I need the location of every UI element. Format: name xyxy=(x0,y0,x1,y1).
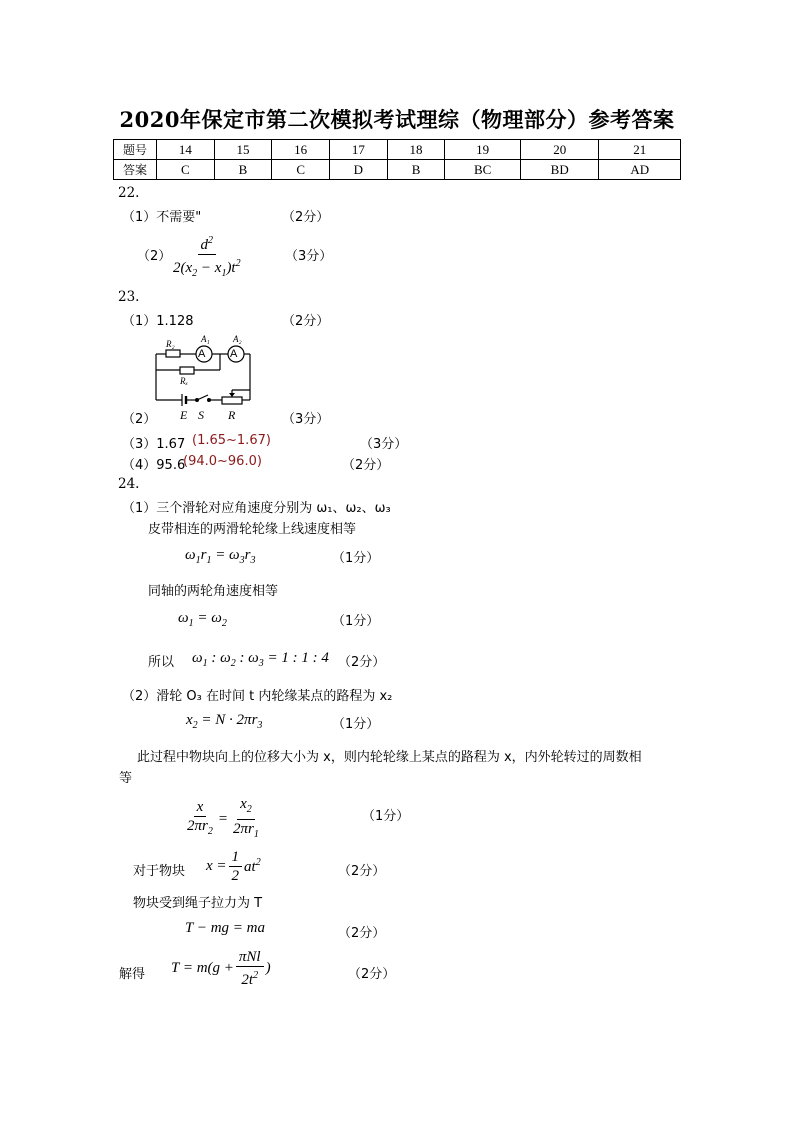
q24-eq8: T = m(g + $\frac{\text{πNl}}{2t^2}$ ) xyxy=(171,949,271,988)
q24-eq1: $\omega_1r_1 = \omega_3r_3$ xyxy=(185,547,256,566)
q24-coax-text: 同轴的两轮角速度相等 xyxy=(148,584,279,599)
table-cell: 21 xyxy=(599,140,681,160)
q22-part1-score: （2分） xyxy=(282,210,330,225)
ammeter-a1-symbol: A xyxy=(198,348,206,360)
q24-eq2: $\omega_1 = \omega_2$ xyxy=(178,610,227,629)
table-cell: 16 xyxy=(272,140,330,160)
label-e: E xyxy=(180,408,188,422)
q23-part3: （3）1.67 xyxy=(122,437,186,452)
q24-tension-text: 物块受到绳子拉力为 T xyxy=(133,896,263,911)
q24-eq8-score: （2分） xyxy=(348,967,396,982)
label-a2: A₂ xyxy=(233,334,242,344)
q22-part2-score: （3分） xyxy=(285,249,333,264)
q22-formula: $\frac{d^2}{2(x_2 - x_1)t^2}$ xyxy=(170,232,244,283)
table-row xyxy=(114,160,681,180)
q23-part1-score: （2分） xyxy=(282,314,330,329)
circuit-diagram xyxy=(150,330,260,422)
q24-block-text: 对于物块 xyxy=(133,864,186,879)
table-cell: 19 xyxy=(445,140,521,160)
q23-part2-label: （2） xyxy=(122,412,157,427)
label-s: S xyxy=(198,408,204,422)
table-cell: B xyxy=(387,160,445,180)
q22-part2-label: （2） xyxy=(137,249,172,264)
q23-part4-score: （2分） xyxy=(342,458,390,473)
q24-eq2-score: （1分） xyxy=(332,614,380,629)
q24-eq5: $\frac{x}{2\pi r_2}$ = $\frac{x_2}{2\pi r_1}$ xyxy=(187,796,259,840)
q24-eq4: $x_2 = N \cdot 2\pi r_3$ xyxy=(186,712,263,731)
q24-so-text: 所以 xyxy=(148,655,175,670)
label-r2: R₂ xyxy=(166,339,175,349)
table-cell: 20 xyxy=(520,140,599,160)
table-cell: 14 xyxy=(157,140,215,160)
page-title: 2020年保定市第二次模拟考试理综（物理部分）参考答案 xyxy=(119,107,675,132)
q24-eq6-score: （2分） xyxy=(338,864,386,879)
q23-part3-score: （3分） xyxy=(360,437,408,452)
table-cell: 18 xyxy=(387,140,445,160)
q24-eq4-score: （1分） xyxy=(332,717,380,732)
q24-label: 24. xyxy=(118,476,140,492)
answer-table xyxy=(113,139,681,180)
q24-solve-text: 解得 xyxy=(119,967,146,982)
table-cell: C xyxy=(272,160,330,180)
q24-eq7: T − mg = ma xyxy=(185,920,265,936)
table-cell: C xyxy=(157,160,215,180)
q23-label: 23. xyxy=(118,289,140,305)
q24-belt-text: 皮带相连的两滑轮轮缘上线速度相等 xyxy=(148,522,357,537)
table-header-cell: 答案 xyxy=(114,160,157,180)
q23-part1: （1）1.128 xyxy=(122,314,194,329)
table-cell: 17 xyxy=(330,140,388,160)
q24-long-text-line2: 等 xyxy=(119,771,133,786)
table-row xyxy=(114,140,681,160)
q23-part3-range: (1.65~1.67) xyxy=(192,433,271,448)
q24-eq3-score: （2分） xyxy=(338,655,386,670)
q24-part1-intro: （1）三个滑轮对应角速度分别为 ω₁、ω₂、ω₃ xyxy=(122,501,391,516)
q23-part2-score: （3分） xyxy=(282,412,330,427)
table-cell: D xyxy=(330,160,388,180)
q24-part2-intro: （2）滑轮 O₃ 在时间 t 内轮缘某点的路程为 x₂ xyxy=(122,689,393,704)
q23-part4: （4）95.6 xyxy=(122,458,186,473)
table-cell: AD xyxy=(599,160,681,180)
label-rx: Rₓ xyxy=(180,376,189,386)
label-a1: A₁ xyxy=(201,334,210,344)
q24-eq3: $\omega_1$ : $\omega_2$ : $\omega_3 = 1$ : 1 : 4 xyxy=(192,650,329,669)
q22-part1: （1）不需要" xyxy=(122,210,202,225)
table-cell: BC xyxy=(445,160,521,180)
table-cell: B xyxy=(214,160,272,180)
table-cell: 15 xyxy=(214,140,272,160)
table-header-cell: 题号 xyxy=(114,140,157,160)
label-r: R xyxy=(228,408,236,422)
q24-eq7-score: （2分） xyxy=(338,926,386,941)
q23-part4-range: (94.0~96.0) xyxy=(183,454,262,469)
q24-eq1-score: （1分） xyxy=(332,551,380,566)
table-cell: BD xyxy=(520,160,599,180)
q24-eq6: x = $\frac{1}{2}$ $at^2$ xyxy=(206,849,261,884)
q24-long-text-line1: 此过程中物块向上的位移大小为 x，则内轮轮缘上某点的路程为 x，内外轮转过的周数相 xyxy=(137,750,642,765)
q24-eq5-score: （1分） xyxy=(362,809,410,824)
q22-label: 22. xyxy=(118,185,140,201)
ammeter-a2-symbol: A xyxy=(230,348,238,360)
